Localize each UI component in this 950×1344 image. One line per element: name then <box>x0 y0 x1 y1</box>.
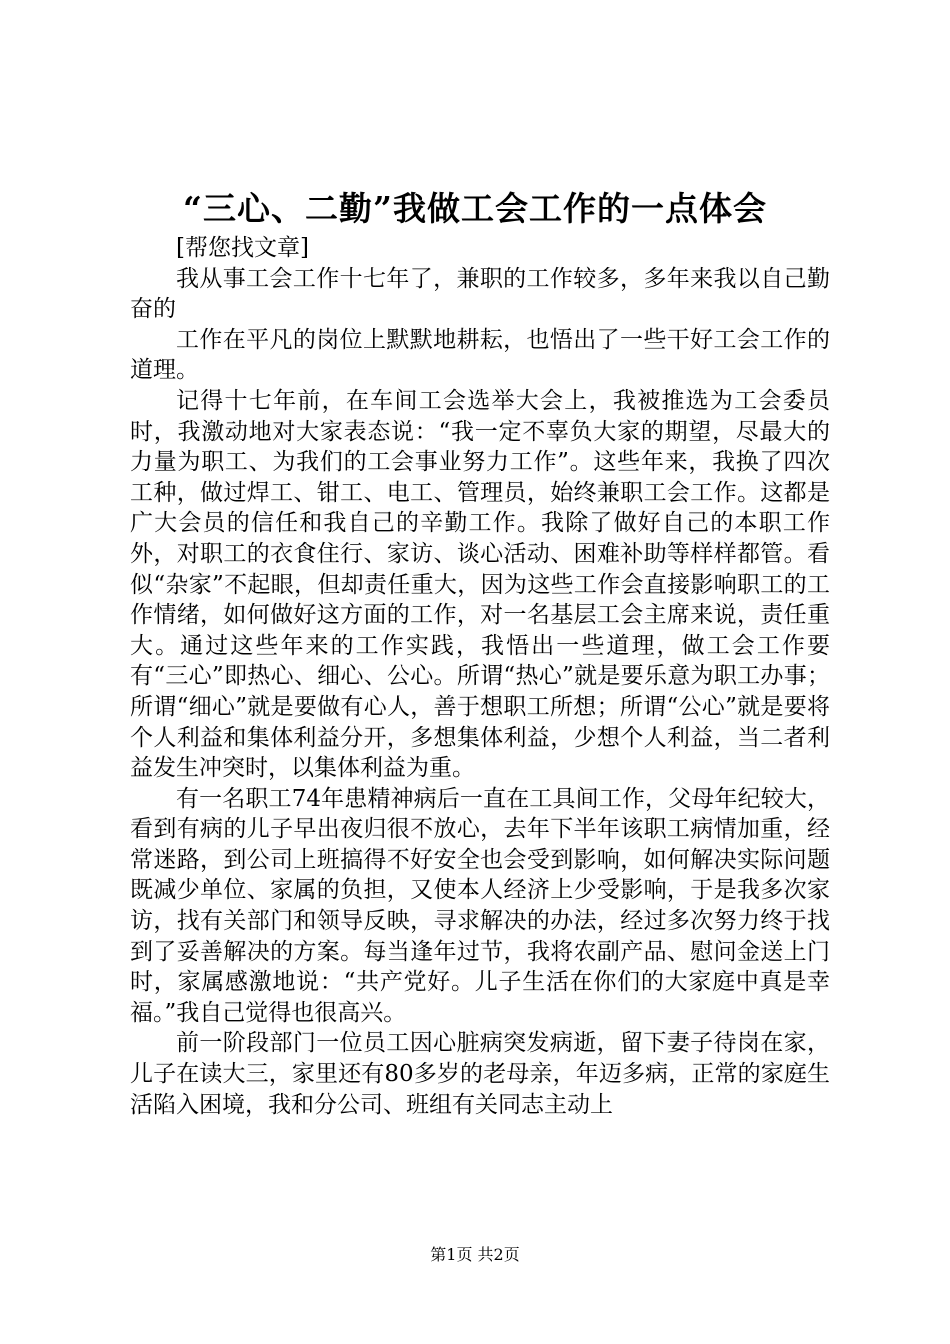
page-number-footer: 第1页 共2页 <box>430 1245 520 1264</box>
paragraph: 我从事工会工作十七年了，兼职的工作较多，多年来我以自己勤奋的 <box>130 265 830 323</box>
paragraph: 有一名职工74年患精神病后一直在工具间工作，父母年纪较大，看到有病的儿子早出夜归很不放心，去年下半年该职工病情加重，经常迷路，到公司上班搞得不好安全也会受到影响，如何解决实际问题既减少单位、家属的负担，又使本人经济上少受影响，于是我多次家访，找有关部门和领导反映，寻求解决的办法，经过多次努力终于找到了妥善解决的方案。每当逢年过节，我将农副产品、慰问金送上门时，家属感激地说：“共产党好。儿子生活在你们的大家庭中真是幸福。”我自己觉得也很高兴。 <box>130 785 830 1026</box>
source-tag: [帮您找文章] <box>176 235 309 261</box>
document-body <box>130 233 830 1120</box>
document-title: “三心、二勤”我做工会工作的一点体会 <box>183 189 767 228</box>
paragraph: 工作在平凡的岗位上默默地耕耘，也悟出了一些干好工会工作的道理。 <box>130 326 830 384</box>
paragraph: 前一阶段部门一位员工因心脏病突发病逝，留下妻子待岗在家，儿子在读大三，家里还有80多岁的老母亲，年迈多病，正常的家庭生活陷入困境，我和分公司、班组有关同志主动上 <box>130 1030 830 1118</box>
paragraph: 记得十七年前，在车间工会选举大会上，我被推选为工会委员时，我激动地对大家表态说：“我一定不辜负大家的期望，尽最大的力量为职工、为我们的工会事业努力工作”。这些年来，我换了四次工种，做过焊工、钳工、电工、管理员，始终兼职工会工作。这都是广大会员的信任和我自己的辛勤工作。我除了做好自己的本职工作外，对职工的衣食住行、家访、谈心活动、困难补助等样样都管。看似“杂家”不起眼，但却责任重大，因为这些工作会直接影响职工的工作情绪，如何做好这方面的工作，对一名基层工会主席来说，责任重大。通过这些年来的工作实践，我悟出一些道理，做工会工作要有“三心”即热心、细心、公心。所谓“热心”就是要乐意为职工办事；所谓“细心”就是要做有心人，善于想职工所想；所谓“公心”就是要将个人利益和集体利益分开，多想集体利益，少想个人利益，当二者利益发生冲突时，以集体利益为重。 <box>130 387 830 782</box>
